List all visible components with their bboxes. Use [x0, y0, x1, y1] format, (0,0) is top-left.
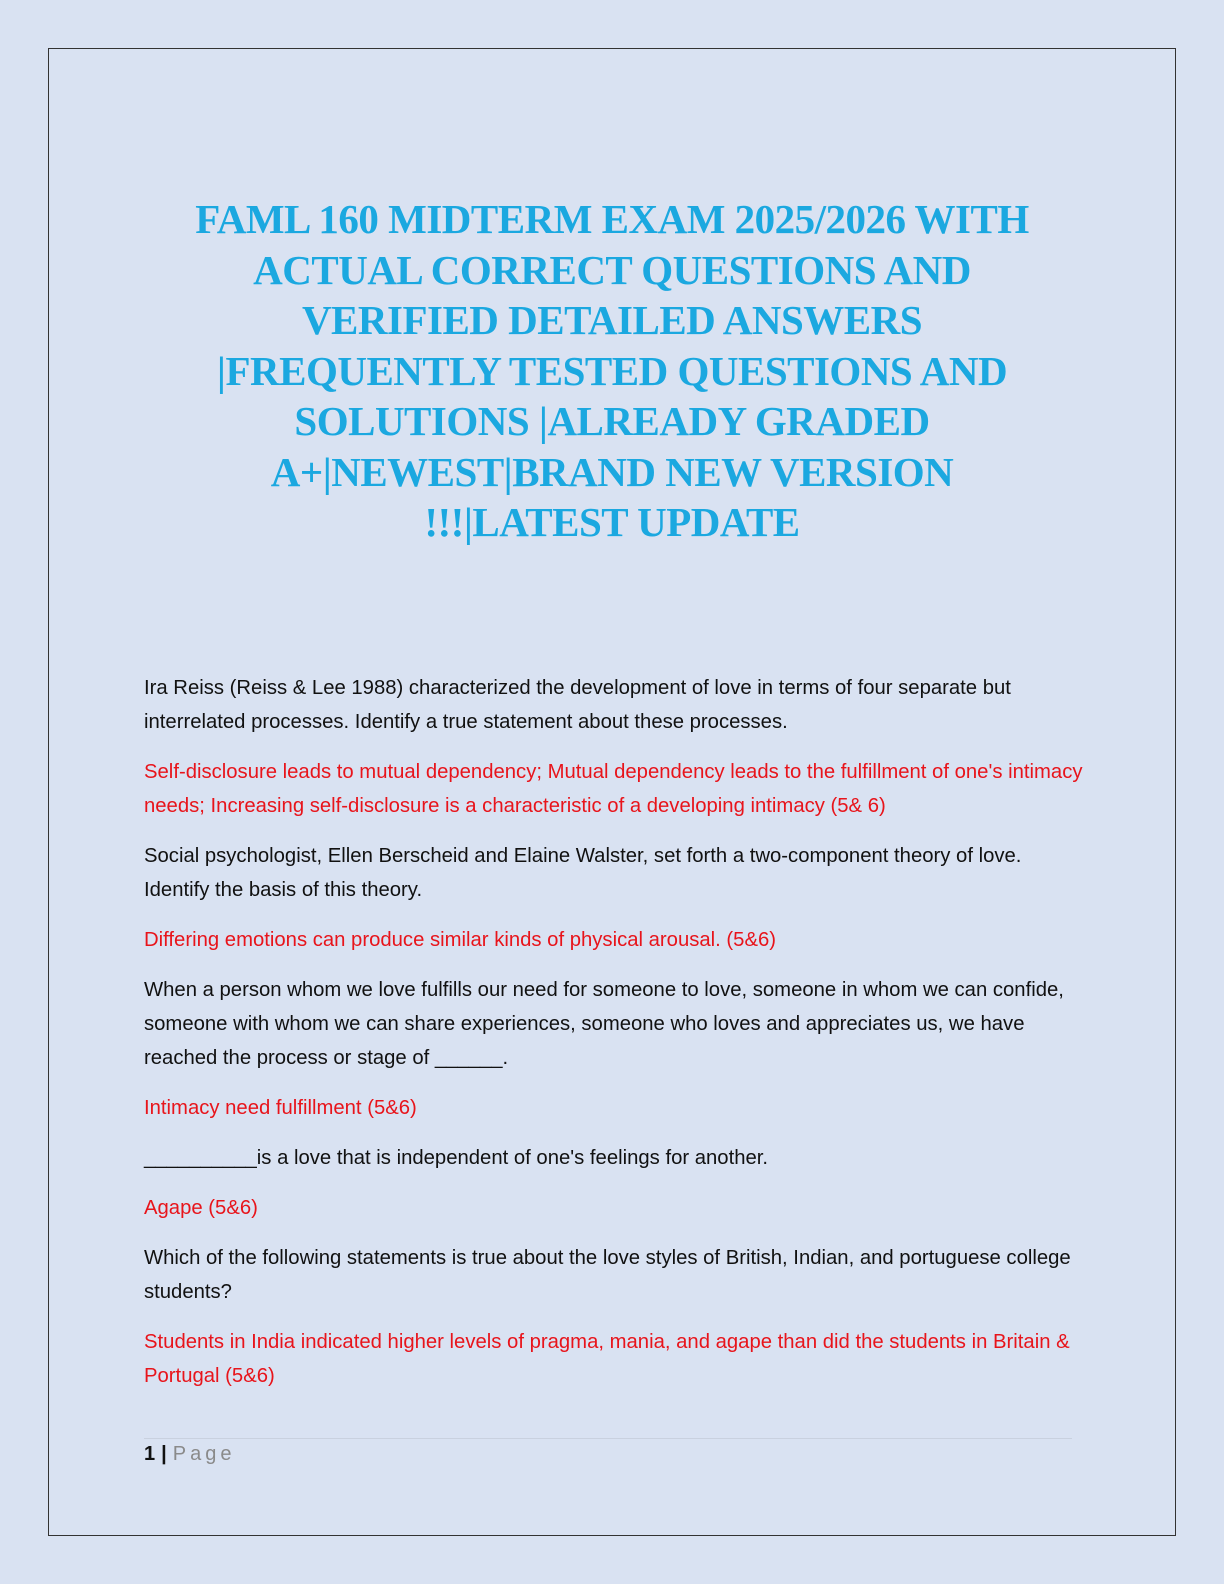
question-text: Which of the following statements is true about the love styles of British, Indian, and portuguese college students? [144, 1247, 1071, 1303]
qa-item [144, 973, 1084, 1125]
qa-content [144, 671, 1084, 1409]
page-label: Page [172, 1443, 236, 1465]
qa-item [144, 839, 1084, 957]
qa-item [144, 1241, 1084, 1393]
page-separator: | [161, 1443, 167, 1465]
answer-text: Self-disclosure leads to mutual dependency; Mutual dependency leads to the fulfillment of one's intimacy needs; Increasing self-disclosure is a characteristic of a developing intimacy (5& 6) [144, 761, 1083, 817]
title-line: VERIFIED DETAILED ANSWERS [301, 297, 923, 343]
answer-text: Intimacy need fulfillment (5&6) [144, 1097, 417, 1119]
title-line: |FREQUENTLY TESTED QUESTIONS AND [216, 347, 1008, 394]
title-line: FAML 160 MIDTERM EXAM 2025/2026 WITH [195, 196, 1029, 242]
page-footer [144, 1441, 235, 1467]
question-text: Ira Reiss (Reiss & Lee 1988) characterized the development of love in terms of four separate but interrelated processes. Identify a true statement about these processes. [144, 677, 1011, 733]
qa-item [144, 1141, 1084, 1225]
answer-text: Students in India indicated higher levels of pragma, mania, and agape than did the students in Britain & Portugal (5&6) [144, 1331, 1070, 1387]
question-text: __________is a love that is independent of one's feelings for another. [144, 1147, 769, 1169]
title-line: !!!|LATEST UPDATE [424, 499, 800, 545]
question-text: Social psychologist, Ellen Berscheid and Elaine Walster, set forth a two-component theory of love. Identify the basis of this theory. [144, 845, 1022, 901]
title-line: SOLUTIONS |ALREADY GRADED [294, 398, 930, 444]
question-text: When a person whom we love fulfills our need for someone to love, someone in whom we can confide, someone with whom we can share experiences, someone who loves and appreciates us, we have reached the process or stage of ______. [144, 979, 1064, 1069]
title-line: ACTUAL CORRECT QUESTIONS AND [253, 246, 971, 293]
page-number: 1 [144, 1443, 156, 1465]
qa-item [144, 671, 1084, 823]
answer-text: Differing emotions can produce similar kinds of physical arousal. (5&6) [144, 929, 777, 951]
document-title [150, 194, 1074, 548]
answer-text: Agape (5&6) [144, 1197, 258, 1219]
footer-divider [144, 1438, 1072, 1439]
title-line: A+|NEWEST|BRAND NEW VERSION [270, 448, 954, 495]
